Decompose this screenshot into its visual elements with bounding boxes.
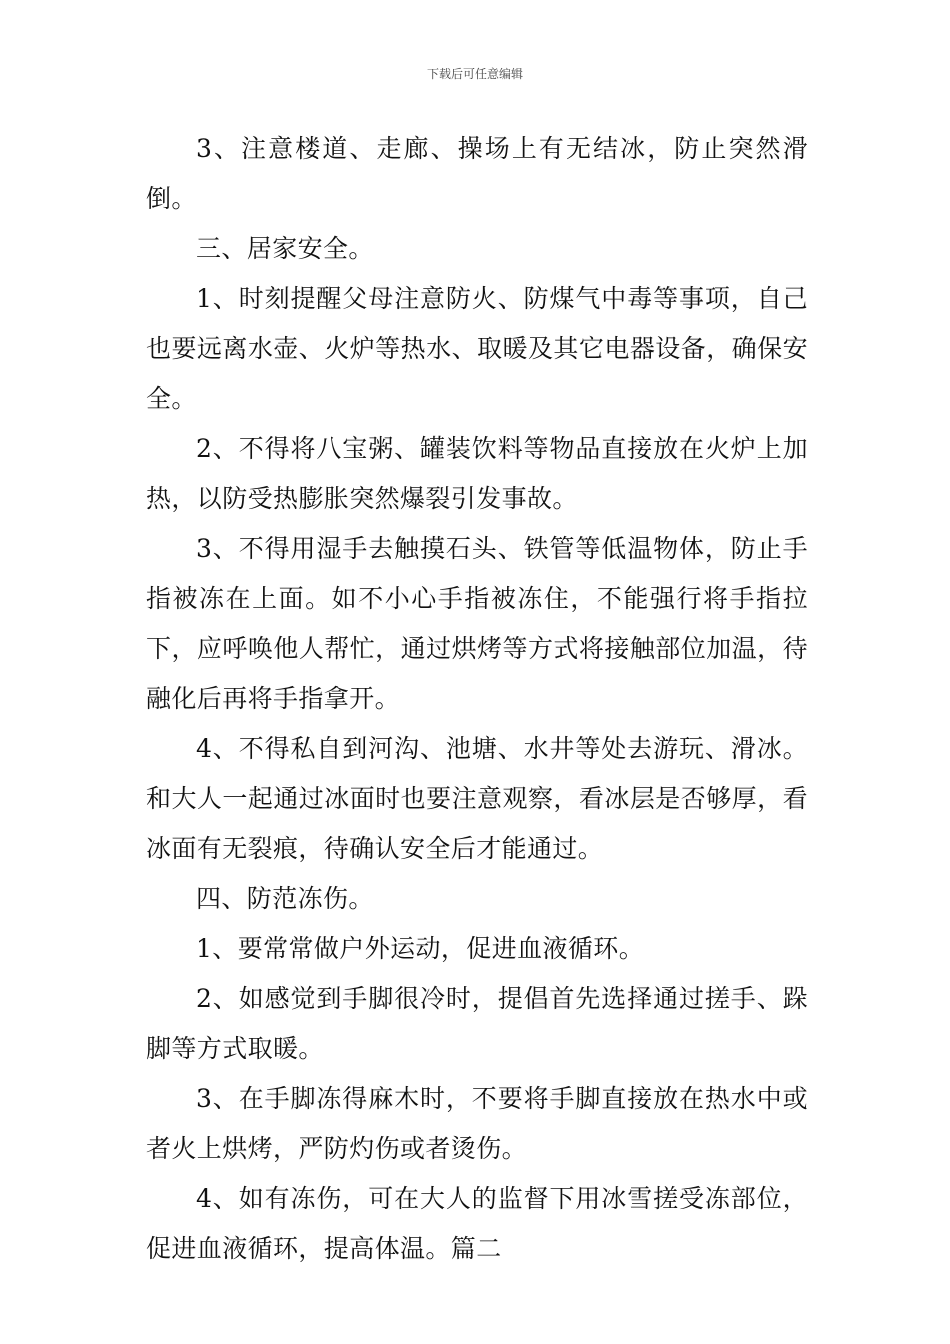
paragraph-11: 4、如有冻伤，可在大人的监督下用冰雪搓受冻部位，促进血液循环，提高体温。篇二 (146, 1184, 808, 1263)
paragraph-5: 3、不得用湿手去触摸石头、铁管等低温物体，防止手指被冻在上面。如不小心手指被冻住，不能强行将手指拉下，应呼唤他人帮忙，通过烘烤等方式将接触部位加温，待融化后再将手指拿开。 (146, 534, 808, 713)
section-heading-frostbite: 四、防范冻伤。 (196, 884, 374, 913)
paragraph-4: 2、不得将八宝粥、罐装饮料等物品直接放在火炉上加热，以防受热膨胀突然爆裂引发事故。 (146, 434, 808, 513)
section-heading-home-safety: 三、居家安全。 (196, 234, 374, 263)
paragraph-3: 1、时刻提醒父母注意防火、防煤气中毒等事项，自己也要远离水壶、火炉等热水、取暖及其它电器设备，确保安全。 (146, 284, 808, 413)
paragraph-1: 3、注意楼道、走廊、操场上有无结冰，防止突然滑倒。 (146, 134, 808, 213)
paragraph-8: 1、要常常做户外运动，促进血液循环。 (196, 934, 645, 963)
document-body (146, 124, 808, 1274)
paragraph-10: 3、在手脚冻得麻木时，不要将手脚直接放在热水中或者火上烘烤，严防灼伤或者烫伤。 (146, 1084, 808, 1163)
paragraph-9: 2、如感觉到手脚很冷时，提倡首先选择通过搓手、跺脚等方式取暖。 (146, 984, 808, 1063)
paragraph-6: 4、不得私自到河沟、池塘、水井等处去游玩、滑冰。和大人一起通过冰面时也要注意观察，看冰层是否够厚，看冰面有无裂痕，待确认安全后才能通过。 (146, 734, 808, 863)
page-header: 下载后可任意编辑 (426, 67, 523, 81)
